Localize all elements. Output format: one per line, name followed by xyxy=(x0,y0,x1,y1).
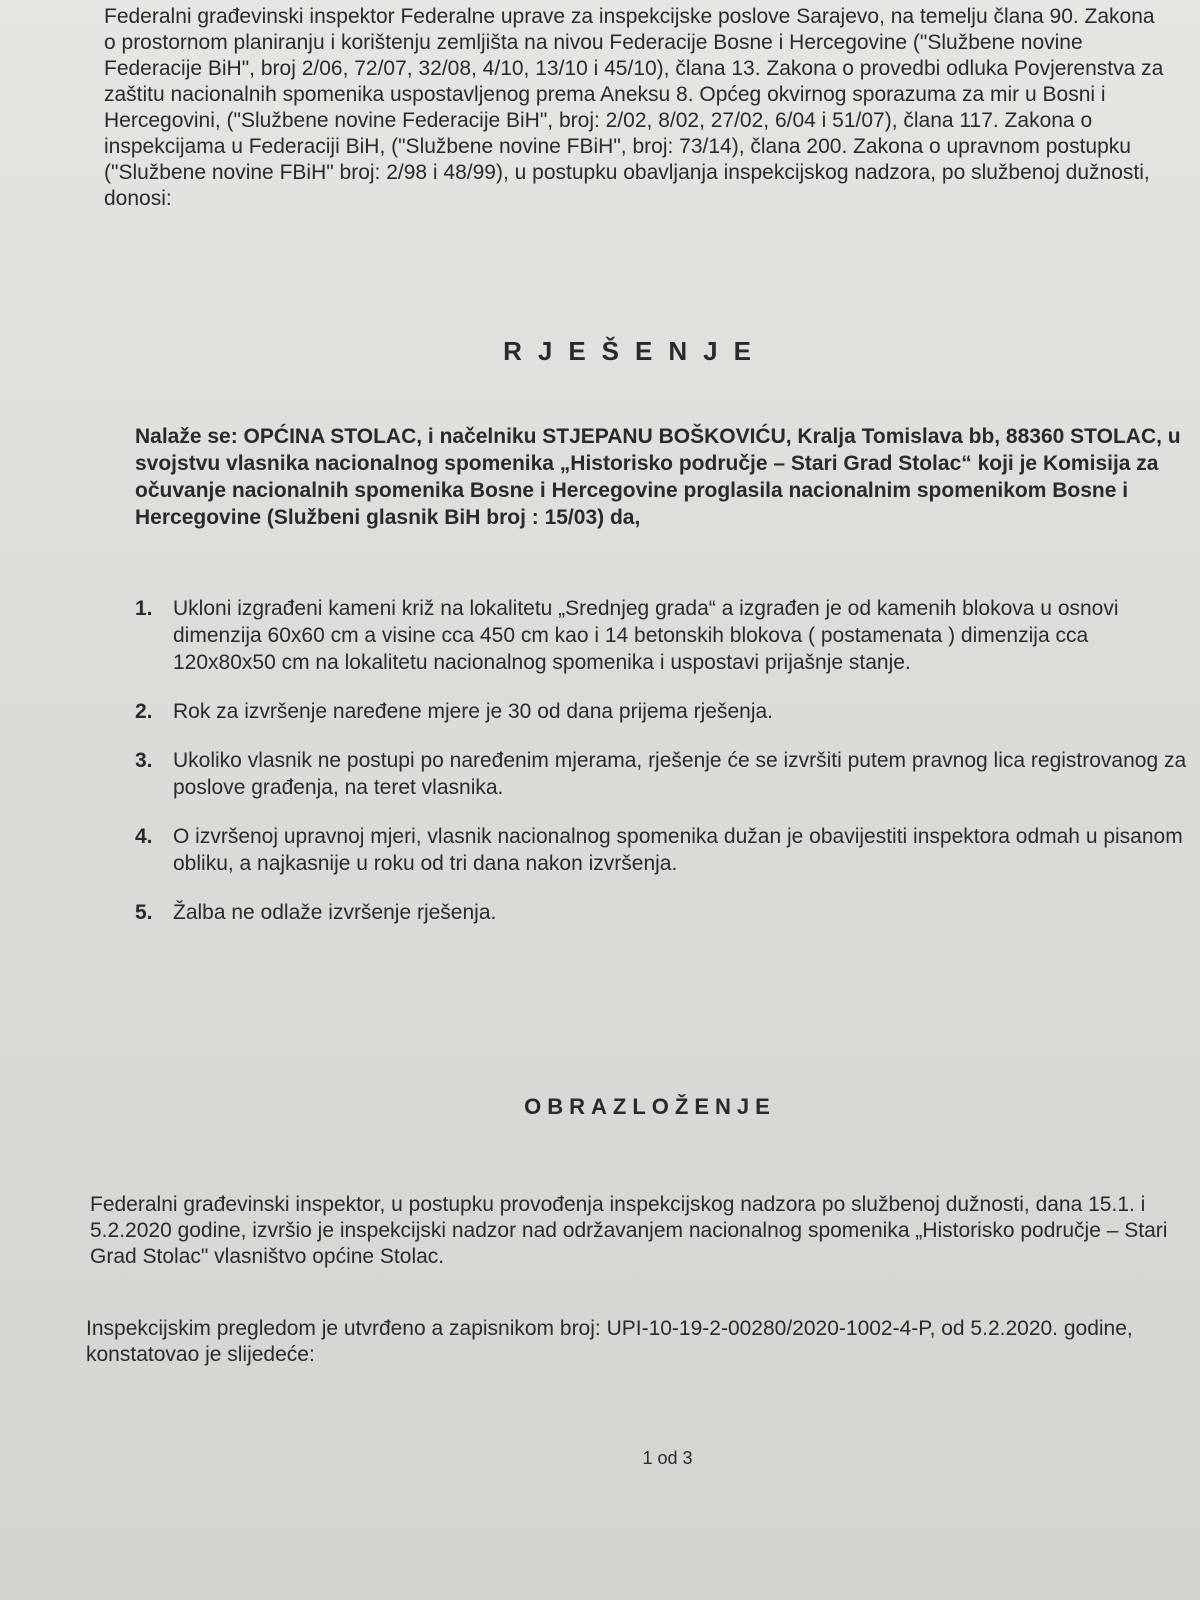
order-items-list xyxy=(135,595,1195,948)
item-number: 3. xyxy=(135,749,153,772)
reasoning-paragraph-1: Federalni građevinski inspektor, u postupku provođenja inspekcijskog nadzora po službenoj dužnosti, dana 15.1. i 5.2.2020 godine, izvršio je inspekcijski nadzor nad održavanjem nacionalnog spomenika „Historisko područje – Stari Grad Stolac" vlasništvo općine Stolac. xyxy=(90,1193,1168,1268)
list-item xyxy=(135,595,1195,676)
item-text: O izvršenoj upravnoj mjeri, vlasnik nacionalnog spomenika dužan je obavijestiti inspektora odmah u pisanom obliku, a najkasnije u roku od tri dana nakon izvršenja. xyxy=(173,825,1183,875)
reasoning-title: OBRAZLOŽENJE xyxy=(524,1094,776,1119)
list-item xyxy=(135,698,1195,725)
reasoning-paragraph-2: Inspekcijskim pregledom je utvrđeno a zapisnikom broj: UPI-10-19-2-00280/2020-1002-4-P, od 5.2.2020. godine, konstatovao je slijedeće: xyxy=(86,1317,1133,1366)
item-text: Ukloni izgrađeni kameni križ na lokalitetu „Srednjeg grada“ a izgrađen je od kamenih blokova u osnovi dimenzija 60x60 cm a visine cca 450 cm kao i 14 betonskih blokova ( postamenata ) dimenzija cca 120x80x50 cm na lokalitetu nacionalnog spomenika i uspostavi prijašnje stanje. xyxy=(173,597,1119,674)
intro-paragraph: Federalni građevinski inspektor Federalne uprave za inspekcijske poslove Sarajevo, na temelju člana 90. Zakona o prostornom planiranju i korištenju zemljišta na nivou Federacije Bosne i Hercegovine ("Službene novine Federacije BiH", broj 2/06, 72/07, 32/08, 4/10, 13/10 i 45/10), člana 13. Zakona o provedbi odluka Povjerenstva za zaštitu nacionalnih spomenika uspostavljenog prema Aneksu 8. Općeg okvirnog sporazuma za mir u Bosni i Hercegovini, ("Službene novine Federacije BiH", broj: 2/02, 8/02, 27/02, 6/04 i 51/07), člana 117. Zakona o inspekcijama u Federaciji BiH, ("Službene novine FBiH", broj: 73/14), člana 200. Zakona o upravnom postupku ("Službene novine FBiH" broj: 2/98 i 48/99), u postupku obavljanja inspekcijskog nadzora, po službenoj dužnosti, donosi: xyxy=(104,5,1164,210)
item-text: Ukoliko vlasnik ne postupi po naređenim mjerama, rješenje će se izvršiti putem pravnog lica registrovanog za poslove građenja, na teret vlasnika. xyxy=(173,749,1187,799)
list-item xyxy=(135,899,1195,926)
order-paragraph: Nalaže se: OPĆINA STOLAC, i načelniku STJEPANU BOŠKOVIĆU, Kralja Tomislava bb, 88360 STOLAC, u svojstvu vlasnika nacionalnog spomenika „Historisko područje – Stari Grad Stolac“ koji je Komisija za očuvanje nacionalnih spomenika Bosne i Hercegovine proglasila nacionalnim spomenikom Bosne i Hercegovine (Službeni glasnik BiH broj : 15/03) da, xyxy=(135,425,1181,529)
list-item xyxy=(135,823,1195,877)
document-title: RJEŠENJE xyxy=(503,336,767,366)
list-item xyxy=(135,747,1195,801)
item-number: 4. xyxy=(135,825,153,848)
page-number: 1 od 3 xyxy=(642,1448,693,1468)
item-number: 2. xyxy=(135,700,153,723)
item-number: 1. xyxy=(135,597,153,620)
item-text: Rok za izvršenje naređene mjere je 30 od dana prijema rješenja. xyxy=(173,700,773,723)
item-number: 5. xyxy=(135,901,153,924)
item-text: Žalba ne odlaže izvršenje rješenja. xyxy=(173,901,497,924)
